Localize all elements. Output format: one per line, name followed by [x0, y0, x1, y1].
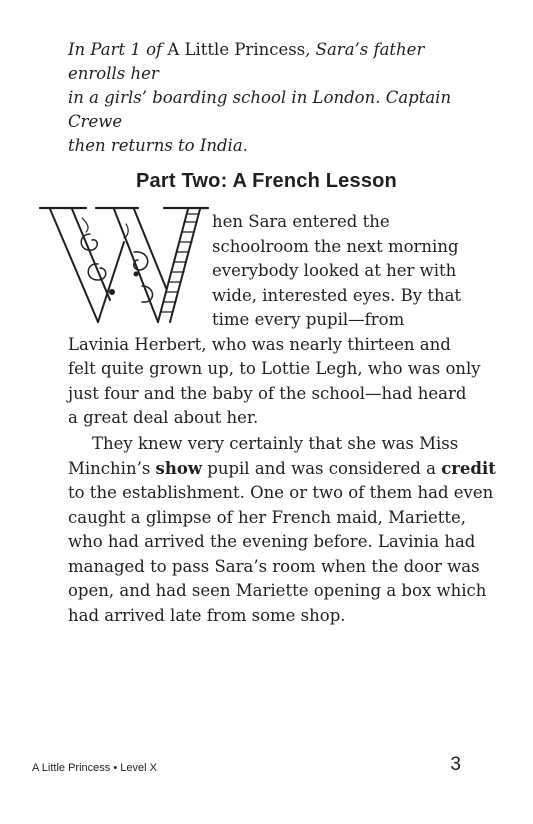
paragraph-1-line: schoolroom the next morning — [212, 236, 459, 256]
paragraph-1-line: wide, interested eyes. By that — [212, 285, 462, 305]
intro-rest-line1: , Sara’s father enrolls her — [68, 40, 425, 83]
paragraph-2-line: caught a glimpse of her French maid, Mariette, — [68, 507, 467, 527]
intro-line3: then returns to India. — [68, 136, 248, 155]
paragraph-2-line: open, and had seen Mariette opening a box which — [68, 581, 487, 600]
intro-prefix: In Part 1 of — [68, 40, 168, 59]
footer-book-level: A Little Princess • Level X — [32, 762, 157, 774]
intro-book-title: A Little Princess — [167, 40, 306, 59]
paragraph-2-line: had arrived late from some shop. — [68, 605, 346, 625]
paragraph-2-line: They knew very certainly that she was Miss — [92, 434, 459, 453]
vocab-word-show: show — [155, 458, 203, 478]
paragraph-2 — [68, 432, 496, 628]
paragraph-1-line: just four and the baby of the school—had heard — [68, 383, 467, 403]
page-number: 3 — [450, 754, 461, 775]
paragraph-2-line: to the establishment. One or two of them had even — [68, 483, 494, 502]
paragraph-1-line: Lavinia Herbert, who was nearly thirteen and — [68, 334, 451, 354]
intro-line2: in a girls’ boarding school in London. Captain Crewe — [68, 88, 452, 131]
paragraph-1-line: everybody looked at her with — [212, 261, 457, 280]
paragraph-1-line: hen Sara entered the — [212, 212, 390, 231]
paragraph-2-line: who had arrived the evening before. Lavinia had — [68, 532, 476, 551]
paragraph-2-line: managed to pass Sara’s room when the door was — [68, 556, 480, 576]
chapter-title: Part Two: A French Lesson — [136, 170, 397, 192]
paragraph-2-line-with-vocab — [68, 457, 496, 482]
paragraph-1-line: felt quite grown up, to Lottie Legh, who was only — [68, 359, 481, 378]
paragraph-1-line: time every pupil—from — [212, 310, 405, 329]
intro-summary — [68, 38, 468, 158]
vocab-word-credit: credit — [441, 458, 496, 478]
paragraph-1 — [68, 210, 488, 431]
paragraph-1-line: a great deal about her. — [68, 408, 259, 427]
text-segment: Minchin’s — [68, 458, 156, 478]
text-segment: pupil and was considered a — [202, 458, 442, 478]
